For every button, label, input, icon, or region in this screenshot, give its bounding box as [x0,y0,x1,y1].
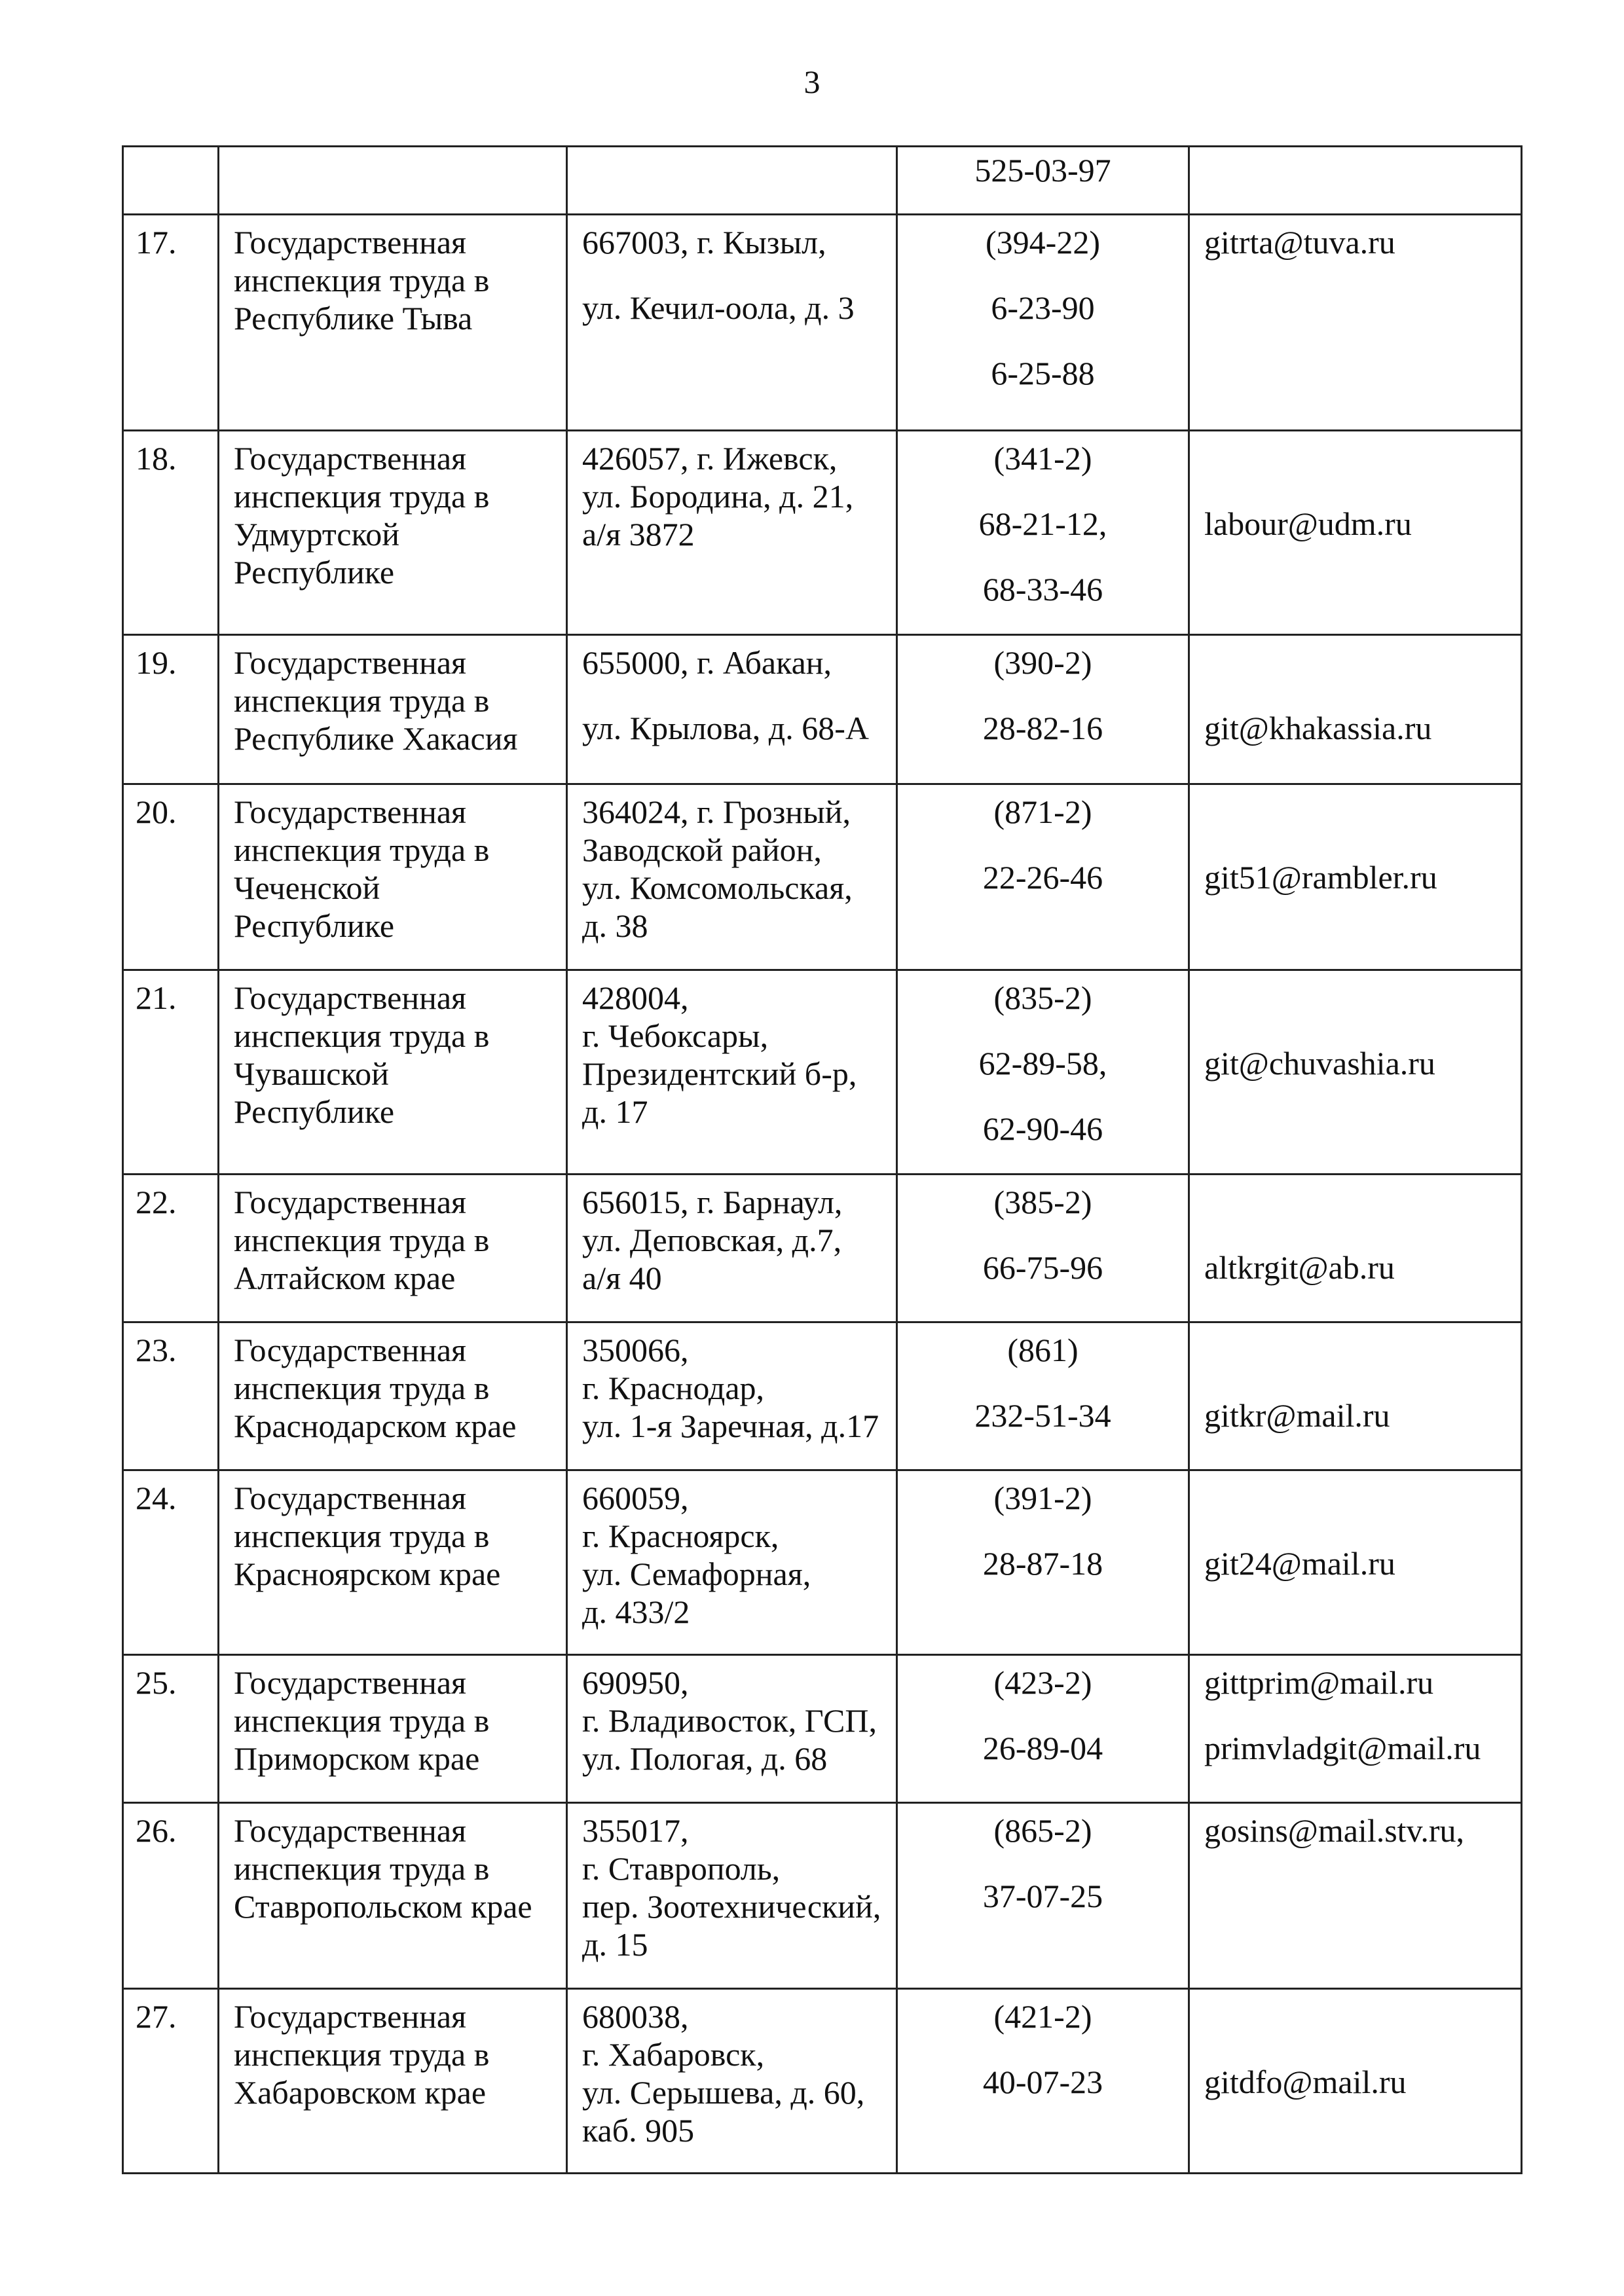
phone-cell [897,147,1189,215]
address [568,1175,896,1297]
name-line: Республике [234,907,395,944]
name-line: Республике Хакасия [234,720,518,757]
name-line: Чувашской [234,1055,389,1092]
table-row [123,1322,1522,1470]
phone-line: 6-23-90 [991,289,1095,326]
address-line: 656015, г. Барнаул, [582,1184,843,1220]
name-cell [219,1803,567,1989]
email-cell [1189,215,1522,431]
phone [898,785,1188,896]
inspection-name [219,1804,566,1925]
phone [898,1471,1188,1582]
address-line: д. 433/2 [582,1594,690,1630]
row-number: 23. [136,1332,177,1368]
email-address: primvladgit@mail.ru [1204,1730,1481,1766]
row-number: 19. [136,644,177,681]
address-line: 428004, [582,979,689,1016]
inspection-name [219,636,566,757]
address-line: 364024, г. Грозный, [582,793,851,830]
address [568,1990,896,2149]
name-cell [219,1175,567,1322]
address-cell [567,1470,897,1655]
name-line: Государственная [234,979,467,1016]
inspections-table [122,145,1522,2174]
email-address: gosins@mail.stv.ru, [1204,1812,1464,1849]
number-cell [123,1803,219,1989]
phone-cell [897,635,1189,784]
address [568,971,896,1131]
address-line: ул. Бородина, д. 21, [582,478,854,515]
address-cell [567,1655,897,1803]
phone-line: 22-26-46 [982,859,1103,896]
address-cell [567,970,897,1175]
number-cell [123,147,219,215]
phone-cell [897,1989,1189,2174]
email-cell [1189,1989,1522,2174]
address-line: д. 15 [582,1926,648,1963]
name-line: Республике [234,554,395,591]
row-number: 22. [136,1184,177,1220]
address-line: 690950, [582,1664,689,1701]
name-line: инспекция труда в [234,478,490,515]
address-line: г. Хабаровск, [582,2036,765,2073]
phone-line: (421-2) [993,1998,1092,2035]
address-cell [567,784,897,970]
email [1190,1175,1521,1286]
address-line: ул. Серышева, д. 60, [582,2074,865,2111]
name-cell [219,970,567,1175]
inspection-name [219,1323,566,1445]
table-row [123,1175,1522,1322]
table-row [123,1470,1522,1655]
address-line: ул. Деповская, д.7, [582,1222,842,1258]
inspection-name [219,215,566,337]
name-line: Ставропольском крае [234,1888,532,1925]
phone [898,971,1188,1148]
name-line: инспекция труда в [234,1702,490,1739]
table-row [123,970,1522,1175]
inspection-name [219,971,566,1131]
email-cell [1189,1803,1522,1989]
address [568,431,896,553]
phone [898,1175,1188,1286]
name-cell [219,1989,567,2174]
name-cell [219,784,567,970]
email [1190,1804,1521,1850]
inspection-name [219,1471,566,1593]
email [1190,636,1521,747]
name-line: Государственная [234,224,467,261]
number-cell [123,431,219,635]
address-line: Президентский б-р, [582,1055,857,1092]
phone-cell [897,970,1189,1175]
name-line: инспекция труда в [234,1017,490,1054]
address [568,1656,896,1777]
table-row [123,1803,1522,1989]
name-line: Государственная [234,1812,467,1849]
phone-line: (385-2) [993,1184,1092,1220]
name-line: инспекция труда в [234,262,490,299]
address-line: ул. Кечил-оола, д. 3 [582,289,855,326]
address [568,1471,896,1631]
phone-cell [897,1322,1189,1470]
phone-line: 28-87-18 [982,1545,1103,1582]
email-address: labour@udm.ru [1204,505,1412,542]
email-cell [1189,635,1522,784]
email [1190,1990,1521,2101]
name-line: инспекция труда в [234,1518,490,1554]
name-line: Государственная [234,440,467,477]
phone-cell [897,215,1189,431]
email-cell [1189,147,1522,215]
address-line: ул. Пологая, д. 68 [582,1740,828,1777]
name-cell [219,431,567,635]
row-number: 20. [136,793,177,830]
email [1190,971,1521,1082]
name-line: Республике Тыва [234,300,473,337]
name-line: инспекция труда в [234,2036,490,2073]
address-line: г. Чебоксары, [582,1017,769,1054]
phone-cell [897,784,1189,970]
number-cell [123,970,219,1175]
email-address: git24@mail.ru [1204,1545,1395,1582]
phone [898,1323,1188,1434]
address-line: 350066, [582,1332,689,1368]
number-cell [123,1470,219,1655]
phone-cell [897,1470,1189,1655]
name-line: инспекция труда в [234,682,490,719]
address-line: а/я 3872 [582,516,695,553]
phone-line: 62-89-58, [978,1045,1107,1082]
address-cell [567,1989,897,2174]
phone-line: 68-33-46 [982,571,1103,608]
phone-line: 68-21-12, [978,505,1107,542]
number-cell [123,1655,219,1803]
name-line: инспекция труда в [234,1850,490,1887]
name-line: Краснодарском крае [234,1408,517,1444]
table-row [123,635,1522,784]
address-cell [567,1322,897,1470]
phone-cell [897,431,1189,635]
phone-line: 6-25-88 [991,355,1095,392]
address-cell [567,215,897,431]
address-line: г. Красноярск, [582,1518,779,1554]
email-cell [1189,784,1522,970]
email [1190,431,1521,543]
email-cell [1189,1655,1522,1803]
email-cell [1189,1175,1522,1322]
name-line: Государственная [234,1480,467,1516]
email-cell [1189,1322,1522,1470]
address [568,785,896,945]
email [1190,785,1521,896]
phone-line: 26-89-04 [982,1730,1103,1766]
address-line: каб. 905 [582,2112,695,2149]
phone-line: (341-2) [993,440,1092,477]
address-line: ул. Крылова, д. 68-А [582,710,869,746]
name-line: Удмуртской [234,516,399,553]
name-cell [219,1322,567,1470]
name-line: инспекция труда в [234,1222,490,1258]
name-line: Приморском крае [234,1740,480,1777]
email-address: gitkr@mail.ru [1204,1397,1390,1434]
address-line: 667003, г. Кызыл, [582,224,826,261]
address-line: ул. Семафорная, [582,1556,811,1592]
phone [898,1804,1188,1915]
phone-cell [897,1175,1189,1322]
address-line: 426057, г. Ижевск, [582,440,838,477]
phone-line: (861) [1007,1332,1079,1368]
inspection-name [219,431,566,591]
row-number: 17. [136,224,177,261]
address-line: а/я 40 [582,1260,662,1296]
row-number: 27. [136,1998,177,2035]
email-address: git@chuvashia.ru [1204,1045,1435,1082]
email [1190,1471,1521,1582]
row-number: 18. [136,440,177,477]
row-number: 24. [136,1480,177,1516]
address-line: ул. Комсомольская, [582,869,853,906]
name-line: Государственная [234,793,467,830]
email-address: git51@rambler.ru [1204,859,1437,896]
phone-cell [897,1655,1189,1803]
name-line: Государственная [234,644,467,681]
table-row [123,431,1522,635]
email [1190,215,1521,261]
phone-line: (871-2) [993,793,1092,830]
phone-line: (865-2) [993,1812,1092,1849]
name-line: Хабаровском крае [234,2074,487,2111]
email-address: altkrgit@ab.ru [1204,1249,1395,1286]
phone [898,636,1188,747]
phone [898,431,1188,608]
name-line: Государственная [234,1332,467,1368]
phone-line: 66-75-96 [982,1249,1103,1286]
name-line: Красноярском крае [234,1556,501,1592]
address-cell [567,1175,897,1322]
address-line: пер. Зоотехнический, [582,1888,881,1925]
number-cell [123,1989,219,2174]
email [1190,1323,1521,1434]
address-cell [567,147,897,215]
number-cell [123,1175,219,1322]
address-line: 355017, [582,1812,689,1849]
address-line: 655000, г. Абакан, [582,644,832,681]
table-row [123,784,1522,970]
page-number: 3 [803,64,821,100]
email-cell [1189,970,1522,1175]
row-number: 26. [136,1812,177,1849]
address-line: д. 38 [582,907,648,944]
inspection-name [219,785,566,945]
email-address: gitdfo@mail.ru [1204,2064,1407,2100]
address-line: 680038, [582,1998,689,2035]
table-row [123,215,1522,431]
address-line: г. Владивосток, ГСП, [582,1702,877,1739]
phone [898,1990,1188,2101]
email-address: git@khakassia.ru [1204,710,1432,746]
email-cell [1189,431,1522,635]
address [568,1323,896,1445]
email-address: gitrta@tuva.ru [1204,224,1395,261]
phone-line: 62-90-46 [982,1110,1103,1147]
phone-line: 525-03-97 [974,152,1111,189]
address-line: 660059, [582,1480,689,1516]
email [1190,1656,1521,1767]
name-cell [219,1655,567,1803]
number-cell [123,635,219,784]
address-cell [567,1803,897,1989]
table-row-continuation [123,147,1522,215]
address-cell [567,431,897,635]
inspection-name [219,1990,566,2111]
number-cell [123,1322,219,1470]
number-cell [123,784,219,970]
address [568,1804,896,1963]
name-line: инспекция труда в [234,831,490,868]
phone [898,215,1188,392]
number-cell [123,215,219,431]
table-row [123,1655,1522,1803]
name-line: Республике [234,1093,395,1130]
phone-line: (394-22) [986,224,1100,261]
address-cell [567,635,897,784]
phone-line: 28-82-16 [982,710,1103,746]
name-line: Чеченской [234,869,380,906]
phone-line: (423-2) [993,1664,1092,1701]
name-line: Алтайском крае [234,1260,456,1296]
name-cell [219,635,567,784]
address-line: ул. 1-я Заречная, д.17 [582,1408,879,1444]
phone [898,1656,1188,1767]
name-line: Государственная [234,1664,467,1701]
table-row [123,1989,1522,2174]
name-line: Государственная [234,1184,467,1220]
name-cell [219,215,567,431]
phone-line: 40-07-23 [982,2064,1103,2100]
phone-cell [897,1803,1189,1989]
row-number: 21. [136,979,177,1016]
phone-line: (835-2) [993,979,1092,1016]
phone-line: 37-07-25 [982,1878,1103,1914]
name-cell [219,1470,567,1655]
address-line: д. 17 [582,1093,648,1130]
email-address: gittprim@mail.ru [1204,1664,1434,1701]
name-line: инспекция труда в [234,1370,490,1406]
address [568,215,896,327]
email-cell [1189,1470,1522,1655]
address-line: Заводской район, [582,831,822,868]
phone-line: (390-2) [993,644,1092,681]
address-line: г. Ставрополь, [582,1850,781,1887]
inspection-name [219,1175,566,1297]
phone-line: 232-51-34 [974,1397,1111,1434]
row-number: 25. [136,1664,177,1701]
inspection-name [219,1656,566,1777]
phone-line: (391-2) [993,1480,1092,1516]
address [568,636,896,747]
name-line: Государственная [234,1998,467,2035]
name-cell [219,147,567,215]
address-line: г. Краснодар, [582,1370,765,1406]
